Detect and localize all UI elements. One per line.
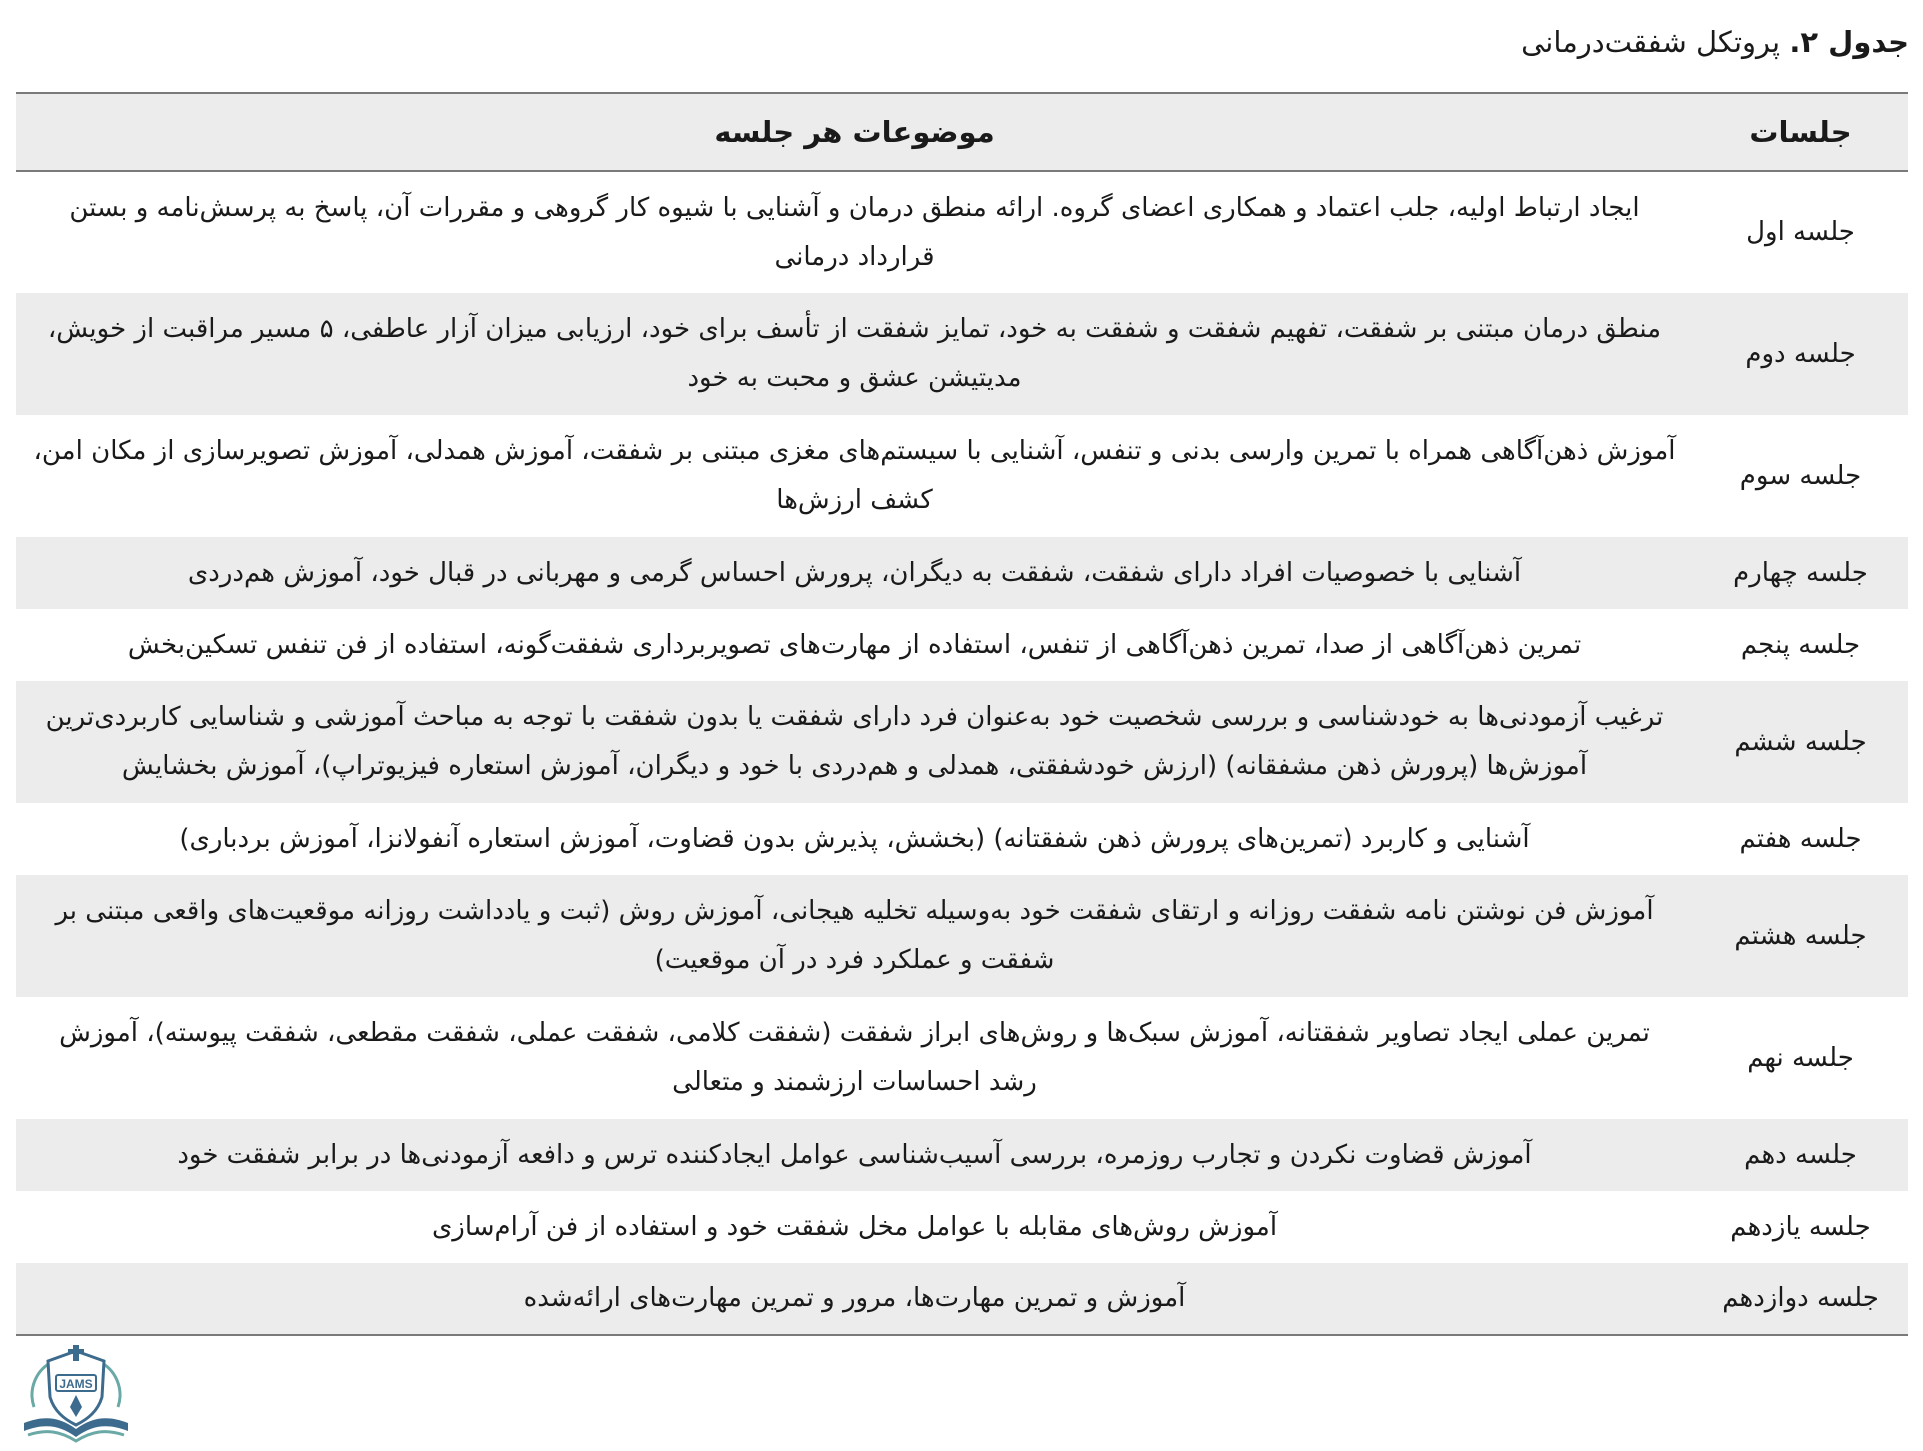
table-row <box>16 1119 1908 1191</box>
session-cell: جلسه سوم <box>1739 460 1862 491</box>
table-body <box>16 171 1908 1335</box>
session-cell: جلسه دهم <box>1744 1139 1857 1170</box>
table-row <box>16 293 1908 415</box>
header-topics: موضوعات هر جلسه <box>16 93 1693 171</box>
session-cell: جلسه دوازدهم <box>1693 1263 1908 1335</box>
session-cell: جلسه هشتم <box>1734 920 1867 951</box>
table-caption <box>1521 20 1909 64</box>
header-sessions: جلسات <box>1693 93 1908 171</box>
topics-cell: آموزش ذهن‌آگاهی همراه با تمرین وارسی بدنی و تنفس، آشنایی با سیستم‌های مغزی مبتنی بر شفقت، آموزش همدلی، آموزش تصویرسازی از مکان امن، کشف ارزش‌ها <box>33 436 1676 515</box>
topics-cell: آموزش و تمرین مهارت‌ها، مرور و تمرین مهارت‌های ارائه‌شده <box>16 1263 1693 1335</box>
session-cell: جلسه پنجم <box>1740 629 1861 660</box>
table-row <box>16 997 1908 1119</box>
topics-cell: آشنایی و کاربرد (تمرین‌های پرورش ذهن شفقتانه) (بخشش، پذیرش بدون قضاوت، آموزش استعاره آنفولانزا، آموزش بردباری) <box>179 823 1530 854</box>
table-row <box>16 415 1908 537</box>
session-cell: جلسه اول <box>1746 217 1855 247</box>
jams-journal-logo-icon <box>14 1345 138 1445</box>
table-row <box>16 875 1908 997</box>
table-header <box>16 93 1908 171</box>
session-cell: جلسه ششم <box>1734 726 1867 757</box>
topics-cell: آموزش قضاوت نکردن و تجارب روزمره، بررسی آسیب‌شناسی عوامل ایجادکننده ترس و دافعه آزمودنی‌ها در برابر شفقت خود <box>177 1139 1532 1170</box>
table-row <box>16 609 1908 681</box>
jams-logo-graphic <box>14 1345 138 1445</box>
topics-cell: منطق درمان مبتنی بر شفقت، تفهیم شفقت و شفقت به خود، تمایز شفقت از تأسف برای خود، ارزیابی میزان آزار عاطفی، ۵ مسیر مراقبت از خویش، مدیتیشن عشق و محبت به خود <box>47 314 1662 393</box>
table-caption-text: پروتکل شفقت‌درمانی <box>1521 25 1781 59</box>
protocol-table <box>16 92 1908 1336</box>
topics-cell: آموزش روش‌های مقابله با عوامل مخل شفقت خود و استفاده از فن آرام‌سازی <box>431 1211 1278 1242</box>
topics-cell: ایجاد ارتباط اولیه، جلب اعتماد و همکاری اعضای گروه. ارائه منطق درمان و آشنایی با شیوه کار گروهی و مقررات آن، پاسخ به پرسش‌نامه و بستن قرارداد درمانی <box>69 192 1640 272</box>
session-cell: جلسه چهارم <box>1733 557 1868 588</box>
topics-cell: آموزش فن نوشتن نامه شفقت روزانه و ارتقای شفقت خود به‌وسیله تخلیه هیجانی، آموزش روش (ثبت و یادداشت روزانه موقعیت‌های واقعی مبتنی بر شفقت و عملکرد فرد در آن موقعیت) <box>55 896 1654 975</box>
table-row <box>16 803 1908 875</box>
header-row <box>16 93 1908 171</box>
session-cell: جلسه دوم <box>1745 338 1856 369</box>
table-row <box>16 681 1908 803</box>
topics-cell: تمرین عملی ایجاد تصاویر شفقتانه، آموزش سبک‌ها و روش‌های ابراز شفقت (شفقت کلامی، شفقت عملی، شفقت مقطعی، شفقت پیوسته)، آموزش رشد احساسات ارزشمند و متعالی <box>59 1018 1650 1097</box>
topics-cell: ترغیب آزمودنی‌ها به خودشناسی و بررسی شخصیت خود به‌عنوان فرد دارای شفقت یا بدون شفقت با توجه به مباحث آموزشی و شناسایی کاربردی‌ترین آموزش‌ها (پرورش ذهن مشفقانه) (ارزش خودشفقتی، همدلی و هم‌دردی با خود و دیگران، آموزش استعاره فیزیوتراپ)، آموزش بخشایش <box>45 702 1664 781</box>
table-row <box>16 1263 1908 1335</box>
table-caption-label: جدول ۲. <box>1789 25 1909 59</box>
table-row <box>16 537 1908 609</box>
topics-cell: آشنایی با خصوصیات افراد دارای شفقت، شفقت به دیگران، پرورش احساس گرمی و مهربانی در قبال خود، آموزش هم‌دردی <box>187 557 1522 588</box>
session-cell: جلسه هفتم <box>1739 823 1862 854</box>
session-cell: جلسه نهم <box>1747 1042 1854 1073</box>
table-row <box>16 1191 1908 1263</box>
session-cell: جلسه یازدهم <box>1730 1211 1871 1242</box>
logo-text: JAMS <box>59 1377 93 1391</box>
topics-cell: تمرین ذهن‌آگاهی از صدا، تمرین ذهن‌آگاهی از تنفس، استفاده از مهارت‌های تصویربرداری شفقت‌گونه، استفاده از فن تنفس تسکین‌بخش <box>127 629 1582 660</box>
table-row <box>16 171 1908 293</box>
